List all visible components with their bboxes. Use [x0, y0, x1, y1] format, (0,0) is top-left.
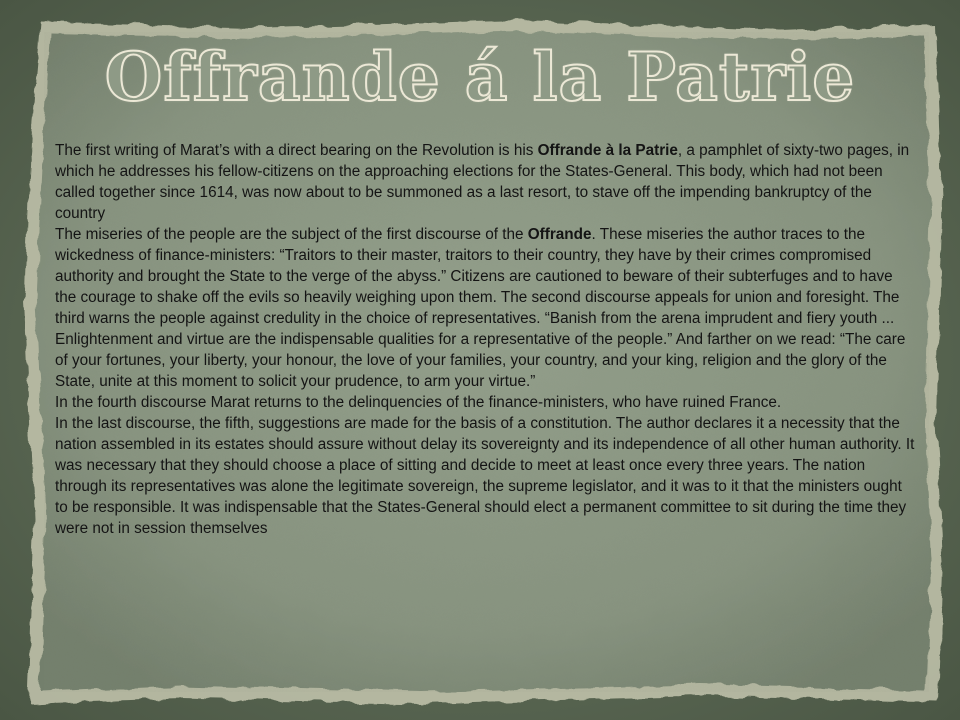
body-paragraph — [55, 224, 917, 392]
body-paragraph — [55, 392, 917, 413]
paragraph-text: The first writing of Marat’s with a direct bearing on the Revolution is his — [55, 142, 538, 159]
paragraph-text: The miseries of the people are the subject of the first discourse of the — [55, 226, 528, 243]
slide-title: Offrande á la Patrie — [104, 38, 856, 116]
body-text — [55, 140, 917, 539]
body-paragraph — [55, 140, 917, 224]
paragraph-text: In the fourth discourse Marat returns to the delinquencies of the finance-ministers, who have ruined France. — [55, 394, 782, 411]
paragraph-text: . These miseries the author traces to the wickedness of finance-ministers: “Traitors to their master, traitors to their country, they have by their crimes compromised authority and brought the State to the verge of the abyss.” Citizens are cautioned to beware of their subterfuges and to have the courage to shake off the evils so heavily weighing upon them. The second discourse appeals for union and foresight. The third warns the people against credulity in the choice of representatives. “Banish from the arena imprudent and fiery youth ... Enlightenment and virtue are the indispensable qualities for a representative of the people.” And farther on we read: “The care of your fortunes, your liberty, your honour, the love of your families, your country, and your king, religion and the glory of the State, unite at this moment to solicit your prudence, to arm your virtue.” — [55, 226, 906, 390]
bold-title-reference: Offrande — [527, 226, 592, 243]
bold-title-reference: Offrande à la Patrie — [537, 142, 678, 159]
paragraph-text: , a pamphlet of sixty-two pages, in which he addresses his fellow-citizens on the approaching elections for the States-General. This body, which had not been called together since 1614, was now about to be summoned as a last resort, to stave off the impending bankruptcy of the country — [55, 142, 910, 222]
paragraph-text: In the last discourse, the fifth, suggestions are made for the basis of a constitution. The author declares it a necessity that the nation assembled in its estates should assure without delay its sovereignty and its independence of all other human authority. It was necessary that they should choose a place of sitting and decide to meet at least once every three years. The nation through its representatives was alone the legitimate sovereign, the supreme legislator, and it was to it that the ministers ought to be responsible. It was indispensable that the States-General should elect a permanent committee to sit during the time they were not in session themselves — [55, 415, 915, 537]
body-paragraph — [55, 413, 917, 539]
